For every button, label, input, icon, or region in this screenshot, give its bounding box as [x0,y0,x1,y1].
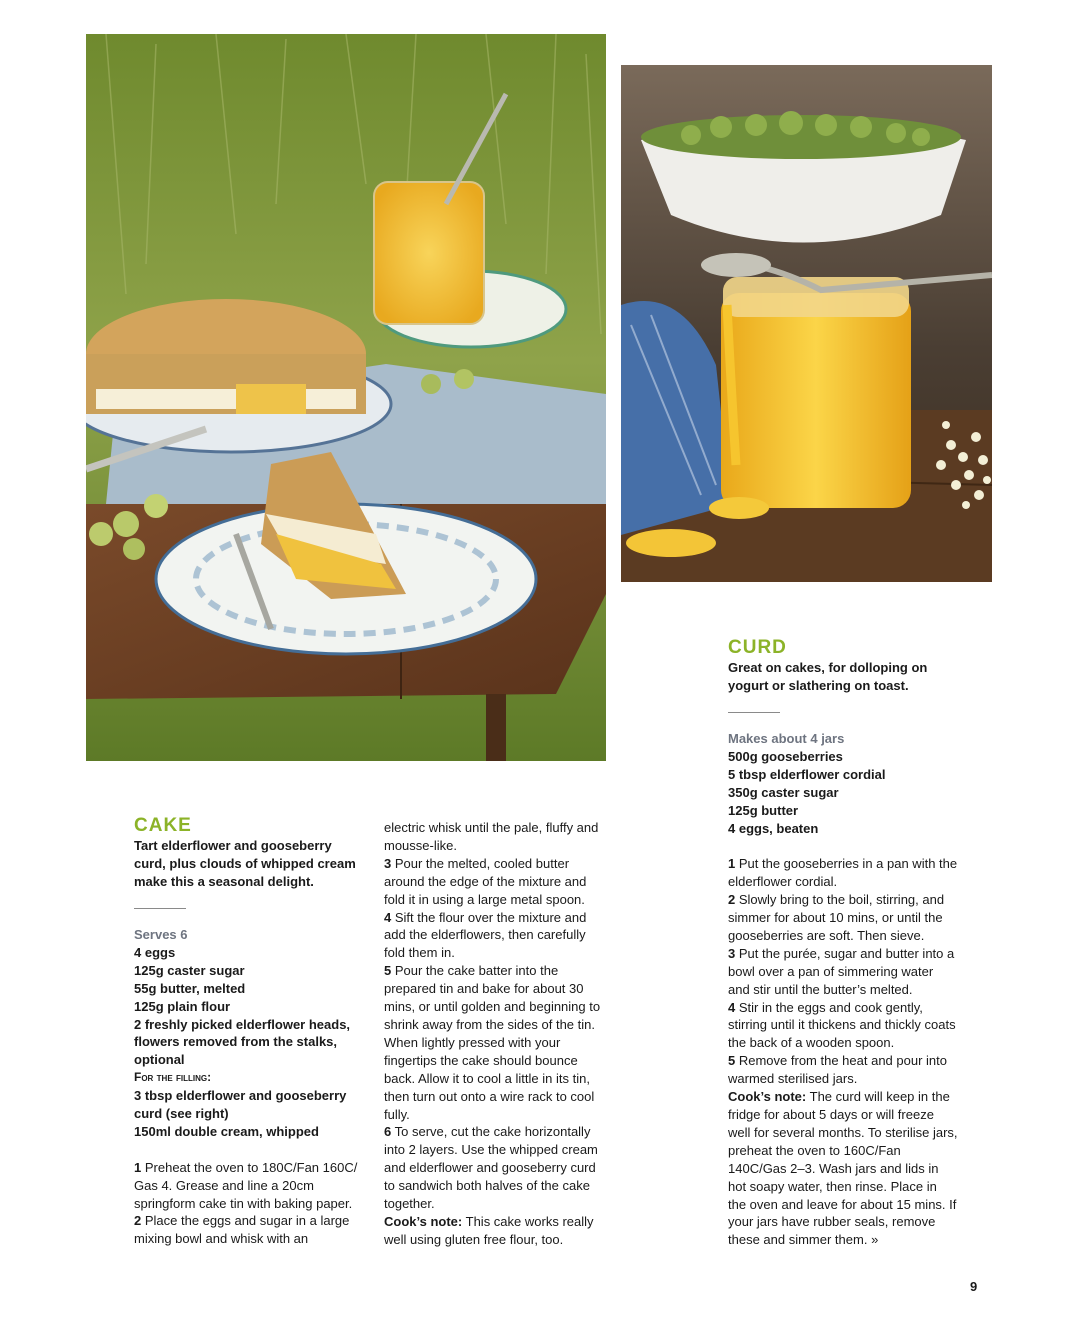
method-step: 2 Place the eggs and sugar in a large mixing bowl and whisk with an [134,1213,350,1247]
curd-title: CURD [728,637,787,658]
ingredient: 5 tbsp elderflower cordial [728,766,886,782]
divider [134,908,186,909]
curd-makes: Makes about 4 jars [728,731,845,746]
ingredient: 125g plain flour [134,998,231,1014]
cake-method-continued [384,819,609,1249]
method-step: 3 Put the purée, sugar and butter into a bowl over a pan of simmering water and stir until the butter’s melted. [728,945,955,997]
cooks-note: Cook’s note: The curd will keep in the fridge for about 5 days or will freeze well for several months. To sterilise jars, preheat the oven to 160C/Fan 140C/Gas 2–3. Wash jars and lids in hot soapy water, then rinse. Place in the oven and leave for about 15 mins. If your jars have rubber seals, remove these and simmer them. » [728,1089,958,1248]
curd-intro: Great on cakes, for dolloping on yogurt or slathering on toast. [728,660,928,693]
ingredient: 125g butter [728,802,799,818]
cake-title: CAKE [134,815,192,836]
ingredient: 4 eggs [134,944,176,960]
cake-photo [86,34,606,761]
ingredient: 55g butter, melted [134,980,246,996]
ingredient: 500g gooseberries [728,748,843,764]
ingredient: 2 freshly picked elderflower heads, flowers removed from the stalks, optional [134,1016,351,1068]
filling-label: For the filling: [134,1070,212,1085]
method-continued-text: electric whisk until the pale, fluffy and mousse-like. [384,820,599,853]
cooks-note: Cook’s note: This cake works really well using gluten free flour, too. [384,1213,594,1247]
method-step: 2 Slowly bring to the boil, stirring, and simmer for about 10 mins, or until the gooseberries are soft. Then sieve. [728,892,945,943]
ingredient: 4 eggs, beaten [728,820,819,836]
ingredient: 350g caster sugar [728,784,839,800]
method-step: 5 Pour the cake batter into the prepared tin and bake for about 30 mins, or until golden and beginning to shrink away from the sides of the tin. When lightly pressed with your fingertips the cake should bounce back. Allow it to cool a little in its tin, then turn out onto a wire rack to cool fully. [384,963,601,1122]
curd-jar-photo [621,65,992,582]
method-step: 1 Preheat the oven to 180C/Fan 160C/ Gas 4. Grease and line a 20cm springform cake tin with baking paper. [134,1159,358,1211]
method-step: 5 Remove from the heat and pour into warmed sterilised jars. [728,1053,947,1087]
curd-recipe [728,637,958,1249]
page-number: 9 [970,1279,978,1294]
cake-recipe [134,815,364,1248]
method-step: 1 Put the gooseberries in a pan with the elderflower cordial. [728,856,958,890]
method-step: 6 To serve, cut the cake horizontally into 2 layers. Use the whipped cream and elderflower and gooseberry curd to sandwich both halves of the cake together. [384,1124,598,1212]
method-step: 4 Stir in the eggs and cook gently, stirring until it thickens and thickly coats the back of a wooden spoon. [728,999,956,1051]
method-step: 3 Pour the melted, cooled butter around the edge of the mixture and fold it in using a large metal spoon. [384,855,587,907]
cake-intro: Tart elderflower and gooseberry curd, plus clouds of whipped cream make this a seasonal delight. [134,838,356,889]
ingredient: 150ml double cream, whipped [134,1123,319,1139]
divider [728,712,780,713]
ingredient: 3 tbsp elderflower and gooseberry curd (see right) [134,1088,347,1122]
continued-arrow-icon: » [871,1232,879,1248]
cake-serves: Serves 6 [134,927,188,942]
method-step: 4 Sift the flour over the mixture and add the elderflowers, then carefully fold them in. [384,909,587,961]
ingredient: 125g caster sugar [134,962,245,978]
